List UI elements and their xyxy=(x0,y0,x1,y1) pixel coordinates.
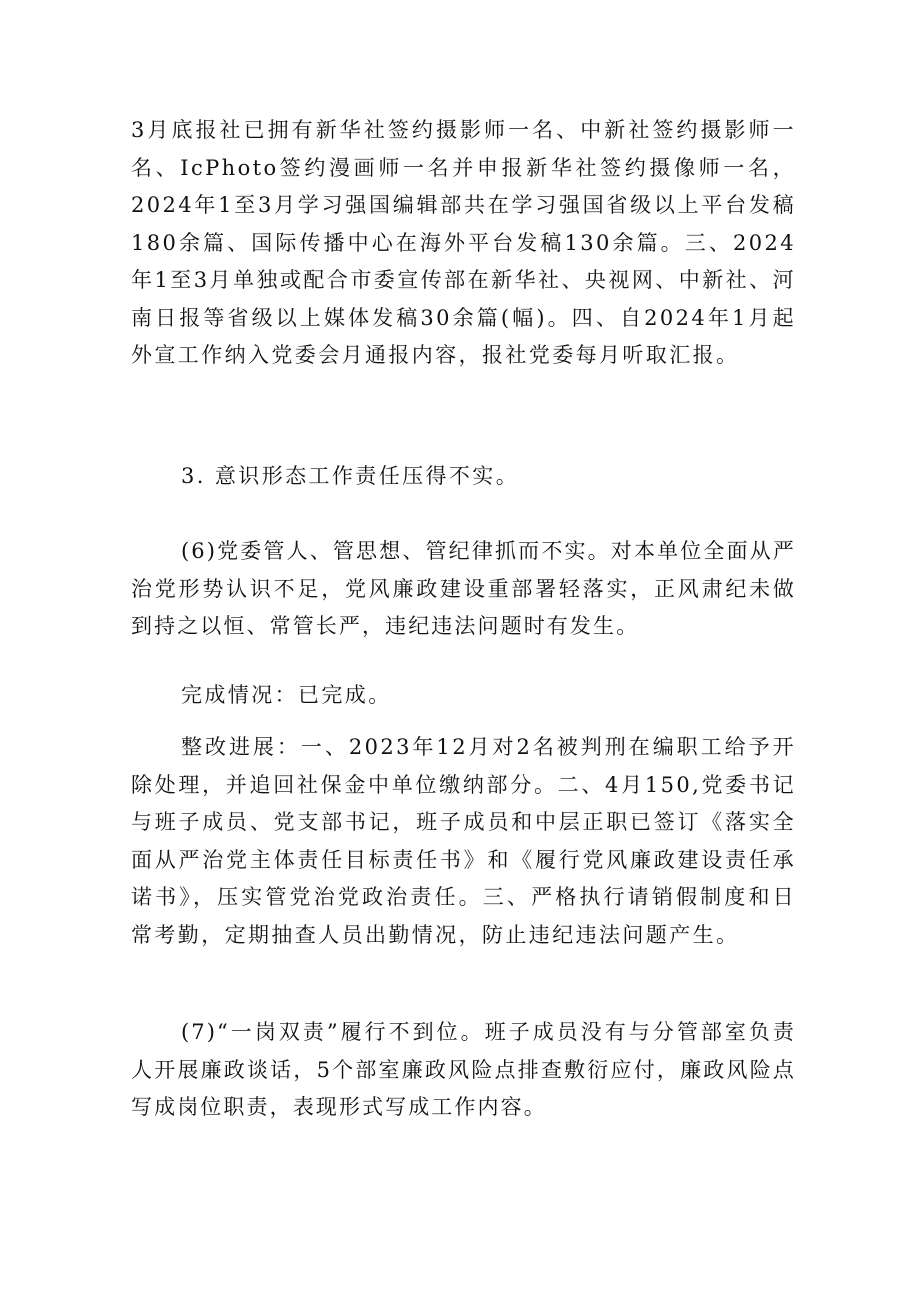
paragraph-item-6-issue: (6)党委管人、管思想、管纪律抓而不实。对本单位全面从严治党形势认识不足，党风廉政建设重部署轻落实，正风肃纪未做到持之以恒、常管长严，违纪违法问题时有发生。 xyxy=(131,539,796,638)
paragraph-completion-status: 完成情况：已完成。 xyxy=(181,683,392,707)
heading-ideology-responsibility: 3. 意识形态工作责任压得不实。 xyxy=(181,464,520,488)
paragraph-media-achievements: 3月底报社已拥有新华社签约摄影师一名、中新社签约摄影师一名、IcPhoto签约漫画师一名并申报新华社签约摄像师一名，2024年1至3月学习强国编辑部共在学习强国省级以上平台发稿180余篇、国际传播中心在海外平台发稿130余篇。三、2024年1至3月单独或配合市委宣传部在新华社、央视网、中新社、河南日报等省级以上媒体发稿30余篇(幅)。四、自2024年1月起外宣工作纳入党委会月通报内容，报社党委每月听取汇报。 xyxy=(131,118,796,367)
paragraph-item-7-issue: (7)“一岗双责”履行不到位。班子成员没有与分管部室负责人开展廉政谈话，5个部室廉政风险点排查敷衍应付，廉政风险点写成岗位职责，表现形式写成工作内容。 xyxy=(131,1020,796,1119)
paragraph-rectification-progress: 整改进展：一、2023年12月对2名被判刑在编职工给予开除处理，并追回社保金中单位缴纳部分。二、4月150,党委书记与班子成员、党支部书记，班子成员和中层正职已签订《落实全面从严治党主体责任目标责任书》和《履行党风廉政建设责任承诺书》，压实管党治党政治责任。三、严格执行请销假制度和日常考勤，定期抽查人员出勤情况，防止违纪违法问题产生。 xyxy=(131,735,796,947)
